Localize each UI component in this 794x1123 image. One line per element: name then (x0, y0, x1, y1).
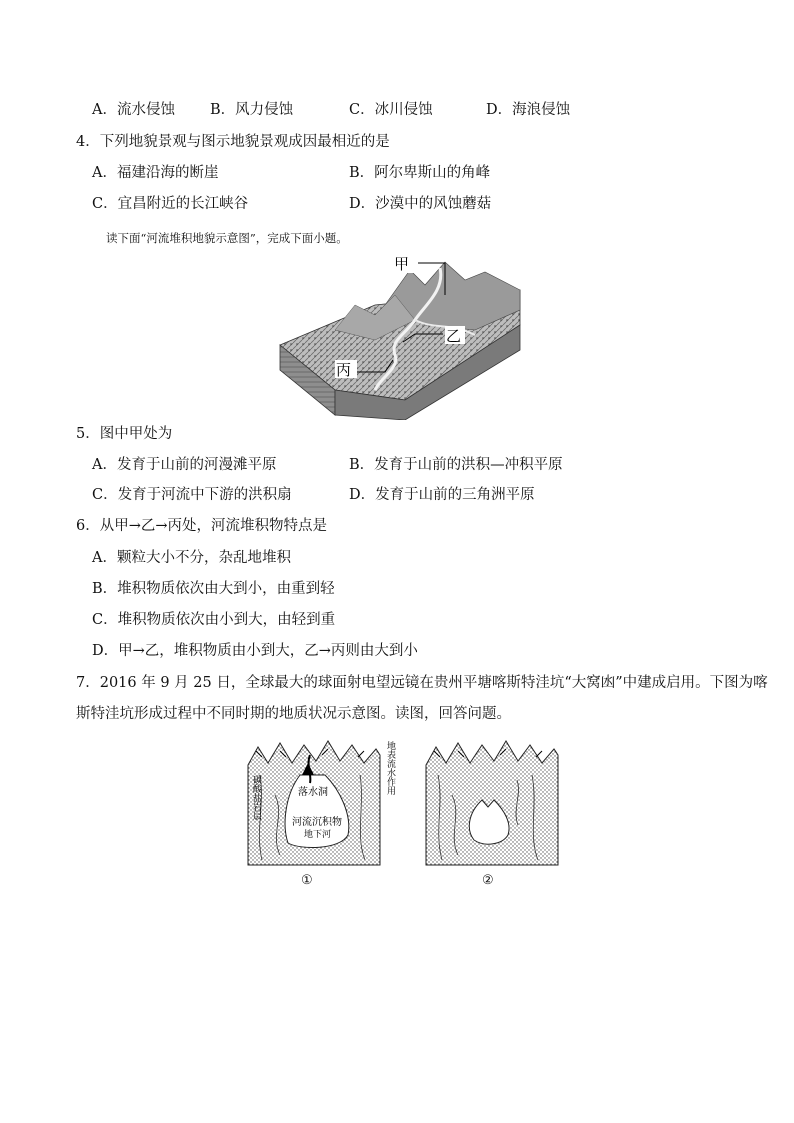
figure2-caption-1: ① (301, 873, 313, 888)
q3-option-d: D．海浪侵蚀 (486, 102, 571, 118)
q5-option-d: D．发育于山前的三角洲平原 (349, 487, 535, 503)
label-underground-river: 地下河 (304, 830, 332, 840)
q3-option-b: B．风力侵蚀 (210, 102, 294, 118)
label-sinkhole: 落水洞 (298, 787, 328, 798)
q5-option-b: B．发育于山前的洪积—冲积平原 (349, 457, 563, 473)
q5-stem: 5．图中甲处为 (76, 426, 173, 442)
label-yi: 乙 (446, 327, 462, 345)
q6-option-c: C．堆积物质依次由小到大，由轻到重 (92, 612, 336, 628)
label-surface-water: 地表流水作用 (385, 741, 395, 795)
figure1-intro: 读下面“河流堆积地貌示意图”，完成下面小题。 (106, 231, 348, 245)
q4-option-d: D．沙漠中的风蚀蘑菇 (349, 196, 492, 212)
q7-stem-line2: 斯特洼坑形成过程中不同时期的地质状况示意图。读图，回答问题。 (76, 706, 511, 722)
q5-option-c: C．发育于河流中下游的洪积扇 (92, 487, 292, 503)
q3-option-c: C．冰川侵蚀 (349, 102, 433, 118)
karst-stage1-diagram (240, 735, 400, 870)
label-bing: 丙 (336, 361, 352, 379)
q7-stem-line1: 7．2016 年 9 月 25 日，全球最大的球面射电望远镜在贵州平塘喀斯特洼坑“大窝凼”中建成启用。下图为喀 (76, 675, 768, 691)
q4-option-c: C．宜昌附近的长江峡谷 (92, 196, 249, 212)
river-deposition-diagram (275, 250, 525, 420)
q6-option-b: B．堆积物质依次由大到小，由重到轻 (92, 581, 335, 597)
q4-stem: 4．下列地貌景观与图示地貌景观成因最相近的是 (76, 134, 390, 150)
q6-stem: 6．从甲→乙→丙处，河流堆积物特点是 (76, 518, 328, 534)
karst-stage2-diagram (422, 735, 562, 870)
q5-option-a: A．发育于山前的河漫滩平原 (92, 457, 277, 473)
q6-option-d: D．甲→乙，堆积物质由小到大，乙→丙则由大到小 (92, 643, 418, 659)
q4-option-b: B．阿尔卑斯山的角峰 (349, 165, 491, 181)
label-jia: 甲 (394, 255, 410, 273)
figure2-caption-2: ② (482, 873, 494, 888)
label-carbonate-rock: 碳酸盐岩层 (251, 775, 261, 820)
q3-option-a: A．流水侵蚀 (92, 102, 175, 118)
q4-option-a: A．福建沿海的断崖 (92, 165, 219, 181)
label-river-sediment: 河流沉积物 (292, 817, 342, 828)
q6-option-a: A．颗粒大小不分，杂乱地堆积 (92, 550, 291, 566)
